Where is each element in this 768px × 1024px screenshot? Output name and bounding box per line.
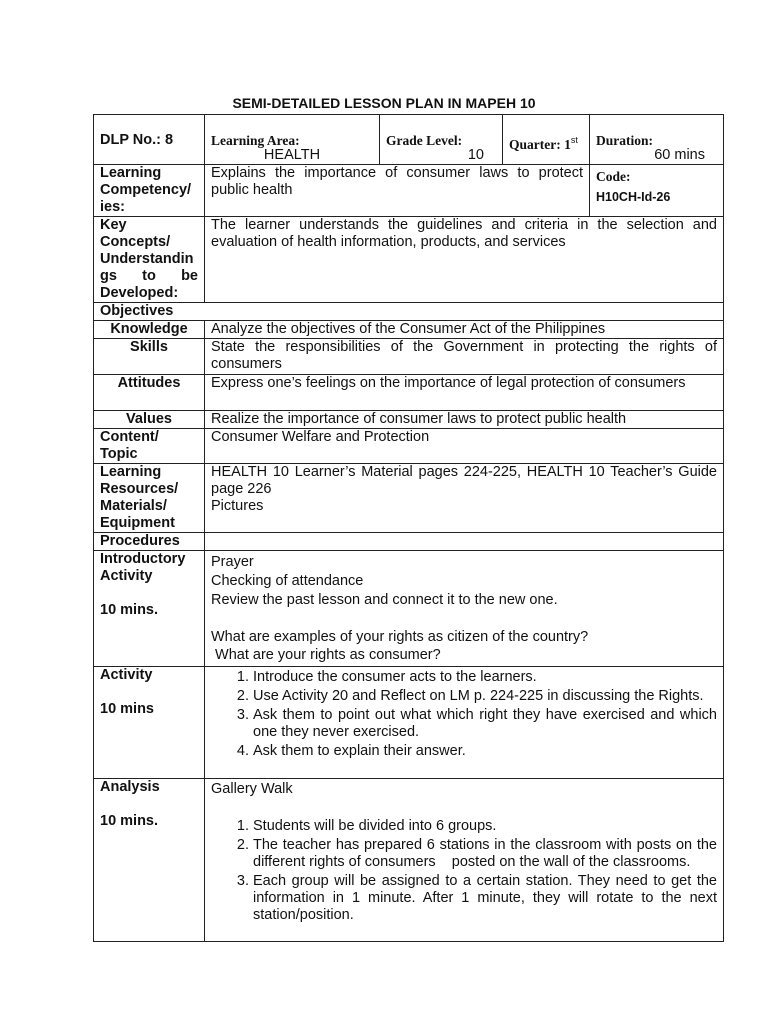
document-title: SEMI-DETAILED LESSON PLAN IN MAPEH 10 <box>232 95 536 111</box>
objectives-header-row <box>94 303 724 321</box>
objective-row-skills <box>94 339 724 375</box>
objective-text: State the responsibilities of the Government in protecting the rights of consumers <box>205 339 724 375</box>
introductory-cell <box>205 551 724 667</box>
quarter-label: Quarter: 1 <box>509 136 571 152</box>
analysis-list <box>211 818 722 924</box>
introductory-line: Prayer <box>211 554 254 570</box>
analysis-label-cell <box>94 779 205 942</box>
procedures-label: Procedures <box>94 533 205 551</box>
introductory-time: 10 mins. <box>100 602 159 618</box>
competency-row <box>94 165 724 217</box>
resources-cell <box>205 464 724 533</box>
grade-level-label: Grade Level: <box>386 133 463 148</box>
objective-label: Values <box>94 411 205 429</box>
content-row <box>94 429 724 464</box>
objective-label: Attitudes <box>94 375 205 411</box>
resources-label: Learning Resources/ Materials/ Equipment <box>94 464 205 533</box>
activity-row <box>94 667 724 779</box>
activity-label: Activity <box>100 667 153 683</box>
content-label: Content/ Topic <box>94 429 205 464</box>
key-concepts-label: Key Concepts/ Understandin gs to be Developed: <box>94 217 205 303</box>
quarter-cell <box>503 115 590 165</box>
duration-value: 60 mins <box>654 147 705 163</box>
objective-row-attitudes <box>94 375 724 411</box>
grade-level-cell <box>380 115 503 165</box>
analysis-intro: Gallery Walk <box>211 781 293 797</box>
list-item: 2. Use Activity 20 and Reflect on LM p. 224-225 in discussing the Rights. <box>253 688 717 705</box>
objective-label: Knowledge <box>94 321 205 339</box>
objective-text: Realize the importance of consumer laws to protect public health <box>205 411 724 429</box>
activity-label-cell <box>94 667 205 779</box>
introductory-line: Checking of attendance <box>211 573 364 589</box>
introductory-line: What are examples of your rights as citizen of the country? <box>211 629 589 645</box>
header-row <box>94 115 724 165</box>
list-item: 1. Students will be divided into 6 groups. <box>253 818 717 835</box>
list-item: 3. Ask them to point out what which right they have exercised and which one they never exercised. <box>253 707 717 741</box>
introductory-line: What are your rights as consumer? <box>211 647 441 663</box>
resources-line: HEALTH 10 Learner’s Material pages 224-225, HEALTH 10 Teacher’s Guide page 226 <box>211 464 717 497</box>
duration-label: Duration: <box>596 133 653 148</box>
quarter-sup: st <box>570 135 578 145</box>
list-item: 4. Ask them to explain their answer. <box>253 743 717 760</box>
list-item: 1. Introduce the consumer acts to the learners. <box>253 669 717 686</box>
activity-time: 10 mins <box>100 701 154 717</box>
list-item: 3. Each group will be assigned to a certain station. They need to get the information in 1 minute. After 1 minute, they will rotate to the next station/position. <box>253 873 717 924</box>
lesson-plan-table <box>93 114 724 942</box>
introductory-line: Review the past lesson and connect it to the new one. <box>211 592 558 608</box>
analysis-cell <box>205 779 724 942</box>
objective-row-values <box>94 411 724 429</box>
analysis-time: 10 mins. <box>100 813 159 829</box>
introductory-row <box>94 551 724 667</box>
introductory-label: Introductory Activity <box>100 551 186 584</box>
learning-area-label: Learning Area: <box>211 133 300 148</box>
dlp-number: DLP No.: 8 <box>94 115 205 165</box>
introductory-label-cell <box>94 551 205 667</box>
activity-list <box>211 669 717 760</box>
duration-cell <box>590 115 724 165</box>
learning-area-value: HEALTH <box>263 147 321 163</box>
activity-cell <box>205 667 724 779</box>
code-cell <box>590 165 724 217</box>
procedures-header-row <box>94 533 724 551</box>
objective-text: Analyze the objectives of the Consumer Act of the Philippines <box>205 321 724 339</box>
objectives-label: Objectives <box>94 303 724 321</box>
analysis-row <box>94 779 724 942</box>
code-label: Code: <box>596 169 631 184</box>
competency-label: Learning Competency/ ies: <box>94 165 205 217</box>
resources-line: Pictures <box>211 498 264 514</box>
list-item: 2. The teacher has prepared 6 stations in the classroom with posts on the different rights of consumers posted on the wall of the classrooms. <box>253 837 717 871</box>
resources-row <box>94 464 724 533</box>
analysis-label: Analysis <box>100 779 160 795</box>
objective-text: Express one’s feelings on the importance of legal protection of consumers <box>205 375 724 411</box>
grade-level-value: 10 <box>467 147 484 163</box>
objective-label: Skills <box>94 339 205 375</box>
learning-area-cell <box>205 115 380 165</box>
objective-row-knowledge <box>94 321 724 339</box>
key-concepts-text: The learner understands the guidelines and criteria in the selection and evaluation of health information, products, and services <box>205 217 724 303</box>
code-value: H10CH-Id-26 <box>596 190 671 204</box>
content-text: Consumer Welfare and Protection <box>205 429 724 464</box>
key-concepts-row <box>94 217 724 303</box>
competency-text: Explains the importance of consumer laws to protect public health <box>205 165 590 217</box>
procedures-empty <box>205 533 724 551</box>
